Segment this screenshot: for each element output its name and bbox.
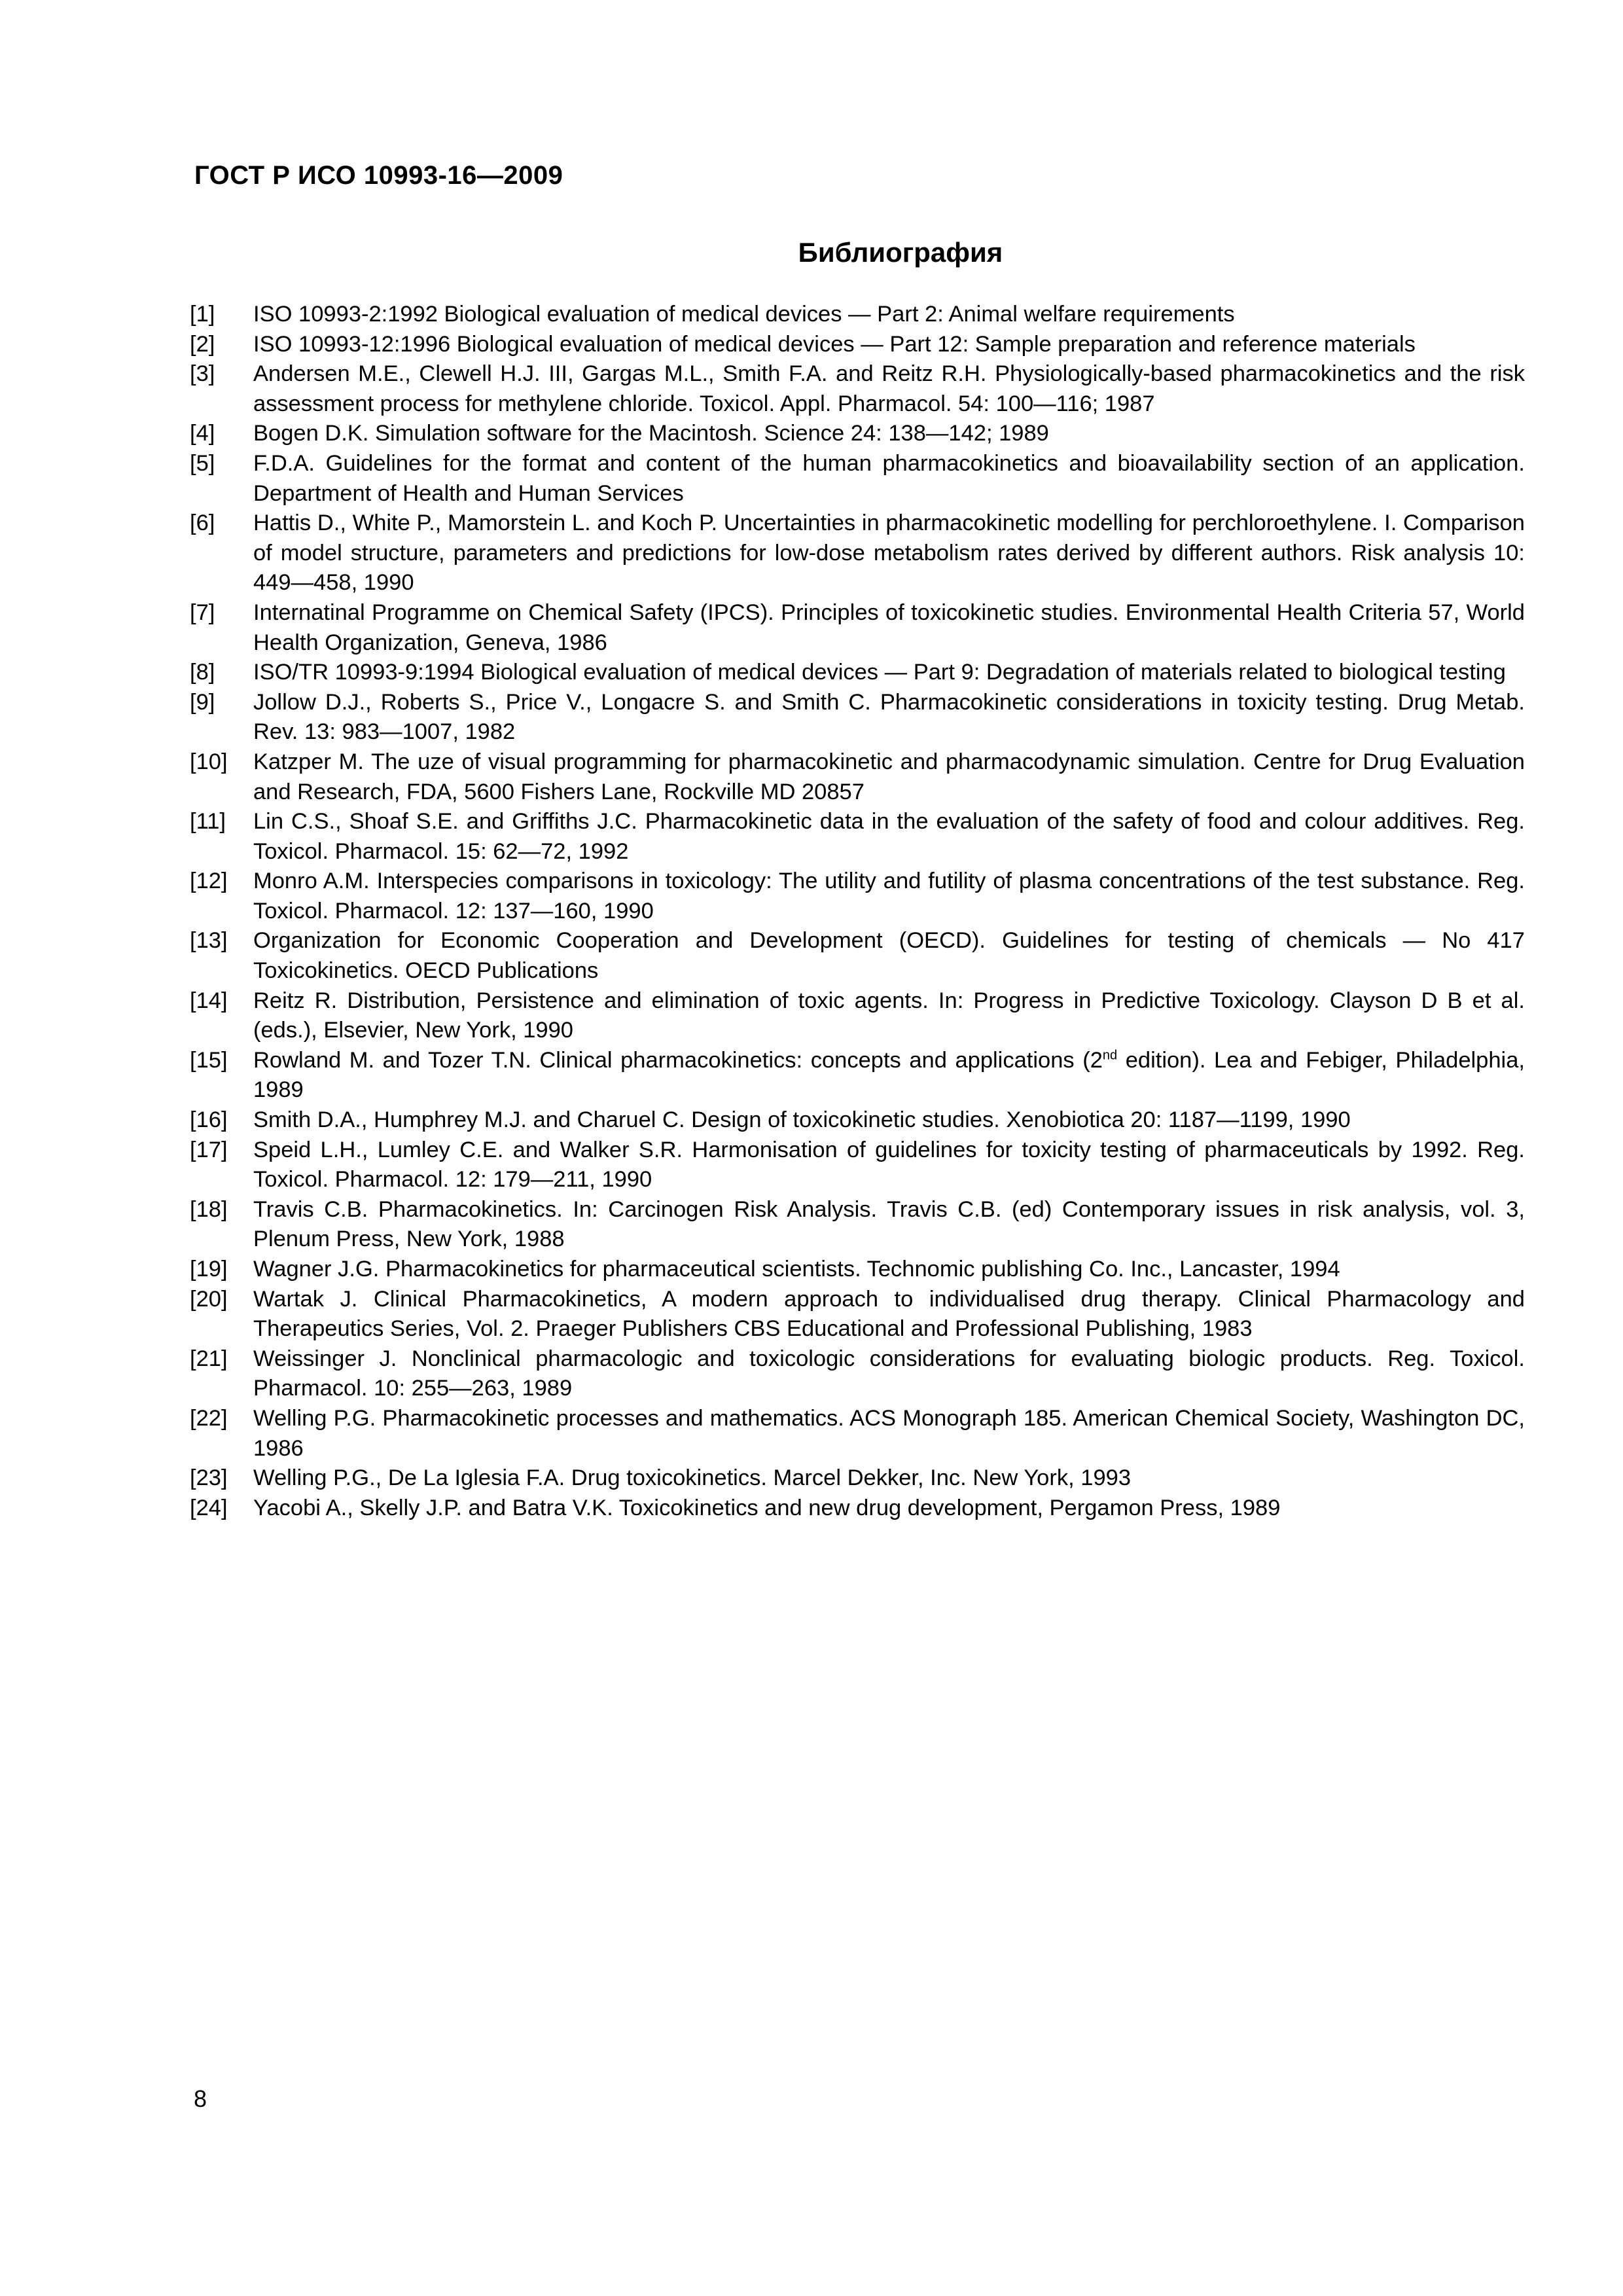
reference-text: [253, 1046, 1525, 1105]
reference-number: [14]: [190, 988, 228, 1013]
standard-code-header: ГОСТ Р ИСО 10993-16—2009: [194, 161, 563, 190]
bibliography-item-6: [190, 509, 1525, 598]
bibliography-item-10: [190, 747, 1525, 807]
bibliography-item-16: [190, 1105, 1525, 1136]
bibliography-item-2: [190, 330, 1525, 360]
reference-text: Weissinger J. Nonclinical pharmacologic and toxicologic considerations for evaluating biologic products. Reg. Toxicol. Pharmacol. 10: 255—263, 1989: [253, 1346, 1525, 1401]
reference-text: ISO 10993-12:1996 Biological evaluation of medical devices — Part 12: Sample preparation and reference materials: [253, 331, 1416, 357]
reference-number: [6]: [190, 511, 215, 536]
reference-text: Lin C.S., Shoaf S.E. and Griffiths J.C. Pharmacokinetic data in the evaluation of the safety of food and colour additives. Reg. Toxicol. Pharmacol. 15: 62—72, 1992: [253, 809, 1525, 864]
ordinal-superscript: nd: [1102, 1048, 1118, 1063]
reference-number: [1]: [190, 302, 215, 327]
bibliography-item-20: [190, 1285, 1525, 1344]
reference-number: [20]: [190, 1286, 228, 1312]
reference-text: Bogen D.K. Simulation software for the Macintosh. Science 24: 138—142; 1989: [253, 421, 1049, 446]
reference-number: [22]: [190, 1405, 228, 1431]
bibliography-item-21: [190, 1344, 1525, 1404]
reference-text-part: Rowland M. and Tozer T.N. Clinical pharmacokinetics: concepts and applications (2: [253, 1047, 1103, 1073]
reference-text: Smith D.A., Humphrey M.J. and Charuel C. Design of toxicokinetic studies. Xenobiotica 20: 1187—1199, 1990: [253, 1107, 1351, 1133]
bibliography-item-4: [190, 419, 1525, 449]
bibliography-item-12: [190, 867, 1525, 926]
reference-text: Wartak J. Clinical Pharmacokinetics, A modern approach to individualised drug therapy. Clinical Pharmacology and Therapeutics Series, Vol. 2. Praeger Publishers CBS Educational and Professional Publishing, 1983: [253, 1286, 1525, 1342]
bibliography-title: Библиография: [798, 237, 1003, 268]
bibliography-item-17: [190, 1136, 1525, 1195]
reference-text: Reitz R. Distribution, Persistence and elimination of toxic agents. In: Progress in Predictive Toxicology. Clayson D B et al. (eds.), Elsevier, New York, 1990: [253, 988, 1525, 1043]
reference-text: Welling P.G. Pharmacokinetic processes and mathematics. ACS Monograph 185. American Chemical Society, Washington DC, 1986: [253, 1405, 1525, 1461]
reference-text: Jollow D.J., Roberts S., Price V., Longacre S. and Smith C. Pharmacokinetic considerations in toxicity testing. Drug Metab. Rev. 13: 983—1007, 1982: [253, 689, 1525, 745]
reference-number: [17]: [190, 1137, 228, 1162]
reference-text: Katzper M. The uze of visual programming for pharmacokinetic and pharmacodynamic simulation. Centre for Drug Evaluation and Research, FDA, 5600 Fishers Lane, Rockville MD 20857: [253, 749, 1525, 804]
reference-text: Travis C.B. Pharmacokinetics. In: Carcinogen Risk Analysis. Travis C.B. (ed) Contemporary issues in risk analysis, vol. 3, Plenum Press, New York, 1988: [253, 1196, 1525, 1252]
reference-text: Speid L.H., Lumley C.E. and Walker S.R. Harmonisation of guidelines for toxicity testing of pharmaceuticals by 1992. Reg. Toxicol. Pharmacol. 12: 179—211, 1990: [253, 1137, 1525, 1193]
bibliography-list: [190, 300, 1525, 1523]
bibliography-item-13: [190, 926, 1525, 986]
reference-number: [5]: [190, 450, 215, 476]
bibliography-item-23: [190, 1463, 1525, 1494]
reference-number: [21]: [190, 1346, 228, 1371]
bibliography-item-8: [190, 658, 1525, 688]
bibliography-item-5: [190, 449, 1525, 509]
reference-number: [13]: [190, 928, 228, 954]
reference-text: Welling P.G., De La Iglesia F.A. Drug toxicokinetics. Marcel Dekker, Inc. New York, 1993: [253, 1465, 1132, 1491]
reference-number: [10]: [190, 749, 228, 774]
bibliography-item-9: [190, 688, 1525, 747]
bibliography-item-18: [190, 1195, 1525, 1255]
reference-number: [16]: [190, 1107, 228, 1133]
reference-text: Monro A.M. Interspecies comparisons in toxicology: The utility and futility of plasma concentrations of the test substance. Reg. Toxicol. Pharmacol. 12: 137—160, 1990: [253, 869, 1525, 924]
reference-text: Andersen M.E., Clewell H.J. III, Gargas M.L., Smith F.A. and Reitz R.H. Physiologically-based pharmacokinetics and the risk assessment process for methylene chloride. Toxicol. Appl. Pharmacol. 54: 100—116; 1987: [253, 361, 1525, 416]
reference-number: [24]: [190, 1495, 228, 1520]
reference-number: [19]: [190, 1257, 228, 1282]
reference-number: [11]: [190, 809, 226, 834]
reference-number: [7]: [190, 600, 215, 625]
bibliography-item-7: [190, 598, 1525, 658]
bibliography-item-3: [190, 359, 1525, 419]
bibliography-item-22: [190, 1404, 1525, 1463]
reference-text: ISO/TR 10993-9:1994 Biological evaluation of medical devices — Part 9: Degradation of materials related to biological testing: [253, 660, 1506, 685]
reference-number: [12]: [190, 869, 228, 894]
reference-text: Wagner J.G. Pharmacokinetics for pharmaceutical scientists. Technomic publishing Co. Inc., Lancaster, 1994: [253, 1257, 1340, 1282]
reference-number: [2]: [190, 331, 215, 357]
reference-number: [3]: [190, 361, 215, 387]
reference-number: [9]: [190, 689, 215, 715]
reference-text: Internatinal Programme on Chemical Safety (IPCS). Principles of toxicokinetic studies. Environmental Health Criteria 57, World Health Organization, Geneva, 1986: [253, 600, 1525, 655]
reference-text: Organization for Economic Cooperation and Development (OECD). Guidelines for testing of chemicals — No 417 Toxicokinetics. OECD Publications: [253, 928, 1525, 984]
reference-number: [15]: [190, 1047, 228, 1073]
bibliography-item-19: [190, 1255, 1525, 1285]
bibliography-item-1: [190, 300, 1525, 330]
bibliography-item-14: [190, 986, 1525, 1046]
reference-text-part: edition). Lea and Febiger, Philadelphia, 1989: [253, 1047, 1525, 1103]
bibliography-item-24: [190, 1494, 1525, 1524]
reference-number: [4]: [190, 421, 215, 446]
reference-number: [8]: [190, 660, 215, 685]
page-number: 8: [194, 2085, 207, 2112]
reference-text: Yacobi A., Skelly J.P. and Batra V.K. Toxicokinetics and new drug development, Pergamon Press, 1989: [253, 1495, 1281, 1520]
reference-text: Hattis D., White P., Mamorstein L. and Koch P. Uncertainties in pharmacokinetic modelling for perchloroethylene. I. Comparison of model structure, parameters and predictions for low-dose metabolism rates derived by different authors. Risk analysis 10: 449—458, 1990: [253, 511, 1525, 596]
bibliography-item-15: [190, 1046, 1525, 1105]
reference-number: [18]: [190, 1196, 228, 1222]
bibliography-item-11: [190, 807, 1525, 867]
reference-number: [23]: [190, 1465, 228, 1491]
reference-text: F.D.A. Guidelines for the format and content of the human pharmacokinetics and bioavailability section of an application. Department of Health and Human Services: [253, 450, 1525, 506]
reference-text: ISO 10993-2:1992 Biological evaluation of medical devices — Part 2: Animal welfare requirements: [253, 302, 1235, 327]
